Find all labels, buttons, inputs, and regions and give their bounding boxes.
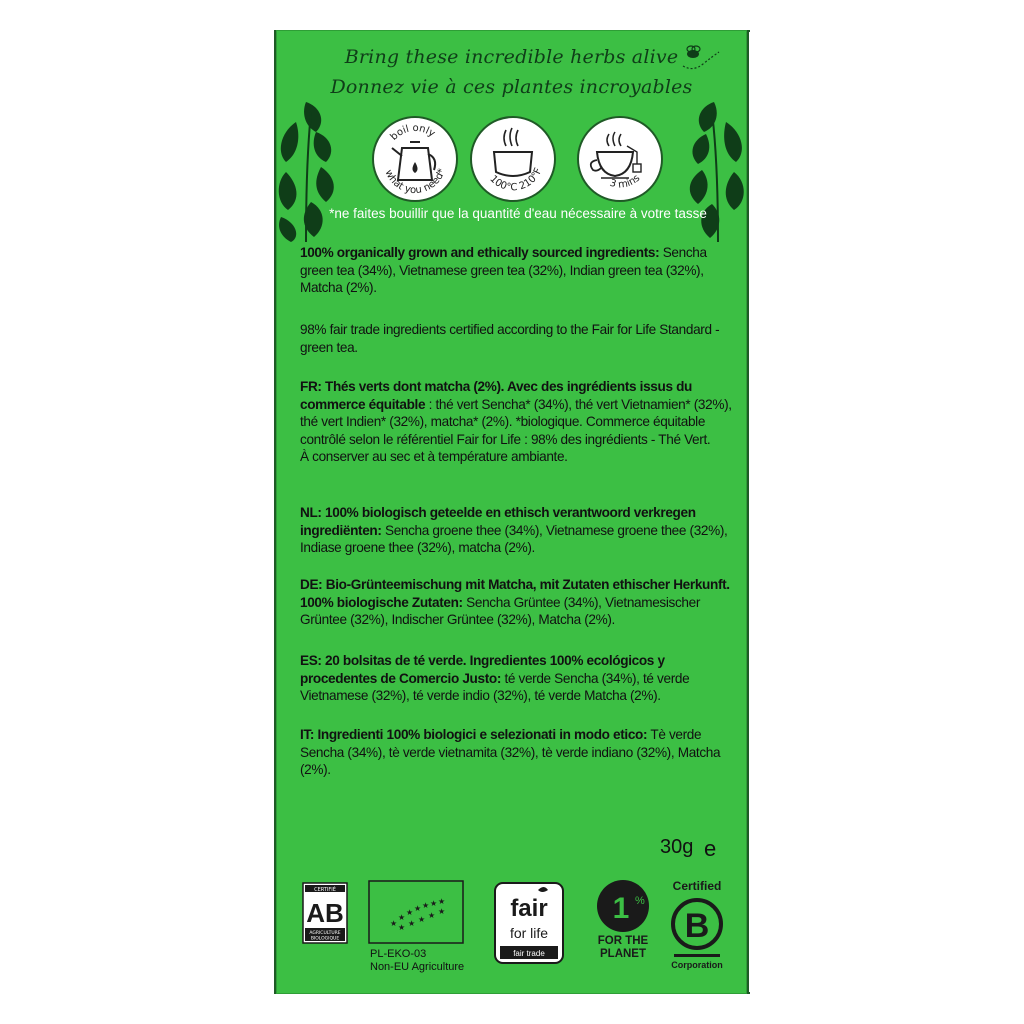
- svg-text:★: ★: [390, 919, 398, 928]
- svg-text:★: ★: [428, 911, 436, 920]
- planet-line1: FOR THE: [597, 935, 649, 947]
- ingredients-french: [300, 378, 740, 466]
- tea-box-back-panel: [276, 30, 747, 994]
- ab-biologique-text: BIOLOGIQUE: [310, 936, 340, 942]
- fair-for-life-logo: [494, 882, 564, 964]
- svg-text:★: ★: [398, 923, 406, 932]
- net-weight: 30g: [660, 836, 694, 858]
- ingredients-german-list: Sencha Grüntee (34%), Vietnamesischer Grüntee (32%), Indischer Grüntee (32%), Matcha (2%).: [300, 594, 701, 627]
- ingredients-spanish: [300, 652, 740, 705]
- ab-letters: AB: [306, 898, 344, 928]
- bee-icon: [681, 42, 721, 70]
- ingredients-english-list: Sencha green tea (34%), Vietnamese green tea (32%), Indian green tea (32%), Matcha (2%).: [300, 245, 707, 295]
- ab-agriculture-text: AGRICULTURE: [309, 931, 341, 936]
- svg-text:★: ★: [408, 919, 416, 928]
- ingredients-english-bold: 100% organically grown and ethically sourced ingredients:: [300, 245, 660, 260]
- svg-text:★: ★: [418, 915, 426, 924]
- fair-trade-statement: 98% fair trade ingredients certified according to the Fair for Life Standard - green tea.: [300, 322, 720, 355]
- svg-text:★: ★: [438, 907, 446, 916]
- ingredients-german: [300, 576, 740, 629]
- certified-b-corp-logo: [662, 878, 732, 972]
- ingredients-italian-list: Tè verde Sencha (34%), tè verde vietnamita (32%), tè verde indiano (32%), Matcha (2%).: [300, 727, 721, 777]
- temperature-label: 100°C 210°F: [487, 166, 545, 194]
- estimated-sign-icon: e: [704, 836, 717, 861]
- steep-time-label: 3 mins: [608, 172, 643, 191]
- ingredients-dutch-list: Sencha groene thee (34%), Vietnamese groene thee (32%), Indiase groene thee (32%), matcha (2%).: [300, 522, 728, 555]
- svg-text:★: ★: [430, 899, 438, 908]
- planet-one: 1: [612, 892, 630, 925]
- eu-organic-leaf-logo: [368, 880, 464, 944]
- ingredients-italian: [300, 726, 740, 779]
- ingredients-dutch-bold: NL: 100% biologisch geteelde en ethisch verantwoord verkregen ingrediënten:: [300, 505, 696, 538]
- temperature-circle: [470, 116, 556, 202]
- ab-certified-text: CERTIFIÉ: [314, 887, 336, 893]
- boil-label-bottom: what you need*: [382, 167, 448, 197]
- teacup-teabag-icon: [579, 118, 661, 200]
- boil-label-top: boil only: [388, 122, 437, 143]
- ingredients-german-bold: DE: Bio-Grünteemischung mit Matcha, mit Zutaten ethischer Herkunft. 100% biologische Zutaten:: [300, 577, 730, 610]
- ingredients-italian-bold: IT: Ingredienti 100% biologici e selezionati in modo etico:: [300, 727, 648, 742]
- fair-word: fair: [510, 895, 548, 922]
- headline-english: Bring these incredible herbs alive: [344, 46, 679, 68]
- bcorp-b: B: [684, 907, 710, 945]
- planet-line2: PLANET: [600, 948, 646, 960]
- ingredients-french-bold: FR: Thés verts dont matcha (2%). Avec des ingrédients issus du commerce équitable: [300, 379, 693, 412]
- eu-code: PL-EKO-03: [370, 948, 427, 960]
- svg-text:★: ★: [414, 904, 422, 913]
- svg-text:★: ★: [406, 908, 414, 917]
- hot-cup-icon: [472, 118, 554, 200]
- boil-only-circle: [372, 116, 458, 202]
- ab-organic-logo: [302, 882, 348, 944]
- planet-percent: %: [635, 895, 645, 907]
- ingredients-spanish-bold: ES: 20 bolsitas de té verde. Ingredientes 100% ecológicos y procedentes de Comercio Justo:: [300, 653, 665, 686]
- svg-text:★: ★: [398, 913, 406, 922]
- ingredients-dutch: [300, 504, 740, 557]
- ingredients-english: [300, 244, 740, 297]
- svg-text:★: ★: [422, 901, 430, 910]
- eu-certification-text: [370, 948, 464, 974]
- svg-text:★: ★: [438, 897, 446, 906]
- eu-origin: Non-EU Agriculture: [370, 961, 465, 973]
- steep-time-circle: [577, 116, 663, 202]
- bcorp-certified: Certified: [672, 879, 722, 893]
- for-life-word: for life: [509, 925, 549, 941]
- french-boil-note: *ne faites bouillir que la quantité d'eau nécessaire à votre tasse: [329, 206, 707, 221]
- bcorp-corporation: Corporation: [671, 960, 723, 970]
- kettle-icon: [374, 118, 456, 200]
- one-percent-planet-logo: [588, 878, 658, 962]
- ingredients-french-list: : thé vert Sencha* (34%), thé vert Vietnamien* (32%), thé vert Indien* (32%), matcha* (2%). *biologique. Commerce équitable contrôlé selon le référentiel Fair for Life : 98% des ingrédients - Thé Vert.: [300, 396, 732, 447]
- ingredients-spanish-list: té verde Sencha (34%), té verde Vietnamese (32%), té verde indio (32%), té verde Matcha (2%).: [300, 670, 690, 703]
- storage-french: À conserver au sec et à température ambiante.: [300, 449, 568, 464]
- headline-french: Donnez vie à ces plantes incroyables: [330, 76, 693, 98]
- fair-trade-tag: fair trade: [513, 949, 545, 958]
